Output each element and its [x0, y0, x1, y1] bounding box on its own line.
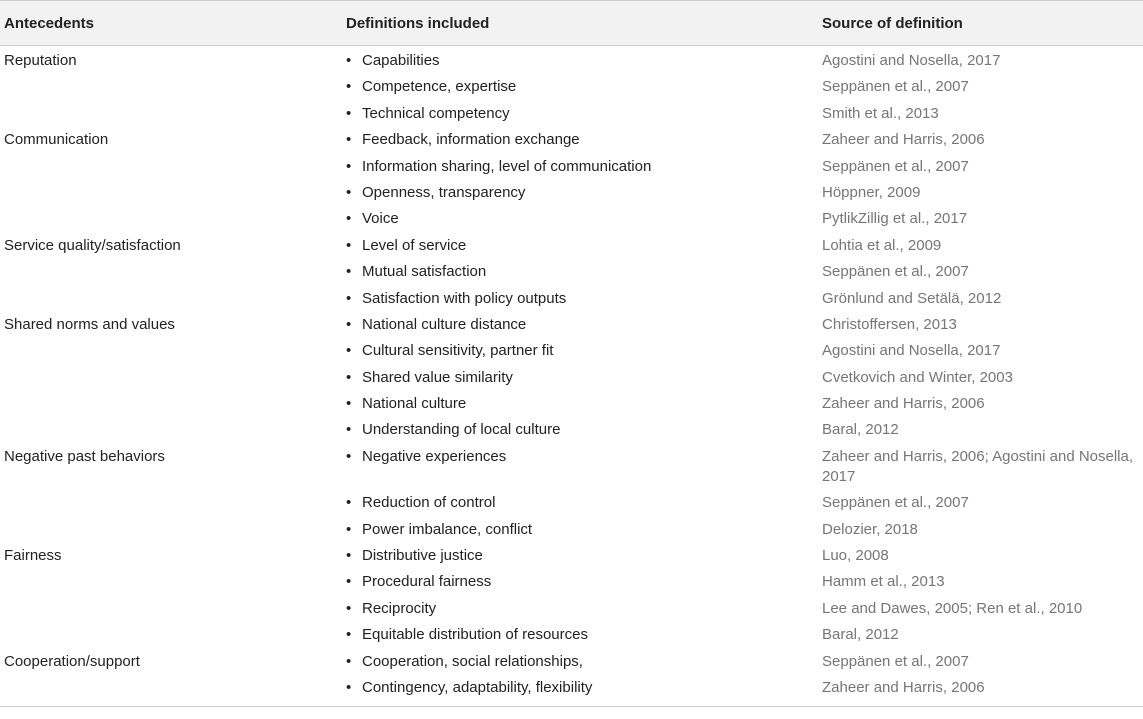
- antecedent-cell: [0, 568, 342, 594]
- antecedent-cell: [0, 595, 342, 621]
- definition-text: Equitable distribution of resources: [362, 626, 588, 644]
- definition-cell: [342, 416, 818, 442]
- table-row: [0, 443, 1143, 489]
- antecedent-cell: [0, 364, 342, 390]
- bullet-icon: •: [346, 520, 352, 538]
- definition-text: Technical competency: [362, 104, 510, 122]
- definition-cell: [342, 285, 818, 311]
- definition-cell: [342, 542, 818, 568]
- definition-text: Voice: [362, 210, 399, 228]
- table-row: [0, 311, 1143, 337]
- definition-cell: [342, 205, 818, 231]
- source-cell: Zaheer and Harris, 2006: [822, 395, 985, 413]
- definition-text: Reciprocity: [362, 599, 437, 617]
- header-source: Source of definition: [818, 1, 1143, 46]
- definition-cell: [342, 258, 818, 284]
- table-bottom-rule: [0, 706, 1143, 707]
- definition-text: Negative experiences: [362, 447, 507, 465]
- definition-cell: [342, 516, 818, 542]
- antecedent-cell: Fairness: [4, 547, 62, 565]
- bullet-icon: •: [346, 573, 352, 591]
- bullet-icon: •: [346, 678, 352, 696]
- source-cell: PytlikZillig et al., 2017: [822, 210, 968, 228]
- table-row: [0, 179, 1143, 205]
- source-cell: Lee and Dawes, 2005; Ren et al., 2010: [822, 599, 1083, 617]
- definition-cell: [342, 364, 818, 390]
- antecedent-cell: [0, 621, 342, 647]
- bullet-icon: •: [346, 263, 352, 281]
- antecedent-cell: Cooperation/support: [4, 652, 140, 670]
- source-cell: Zaheer and Harris, 2006: [822, 678, 985, 696]
- bullet-icon: •: [346, 342, 352, 360]
- definition-cell: [342, 126, 818, 152]
- source-cell: Baral, 2012: [822, 421, 899, 439]
- definition-cell: [342, 595, 818, 621]
- bullet-icon: •: [346, 494, 352, 512]
- table-row: [0, 390, 1143, 416]
- table-row: [0, 73, 1143, 99]
- source-cell: Christoffersen, 2013: [822, 315, 957, 333]
- definition-cell: [342, 648, 818, 674]
- table-row: [0, 621, 1143, 647]
- source-cell: Höppner, 2009: [822, 183, 921, 201]
- table-row: [0, 232, 1143, 258]
- bullet-icon: •: [346, 395, 352, 413]
- antecedent-cell: [0, 285, 342, 311]
- source-cell: Delozier, 2018: [822, 520, 918, 538]
- bullet-icon: •: [346, 421, 352, 439]
- table-row: [0, 126, 1143, 152]
- table-row: [0, 674, 1143, 706]
- antecedent-cell: Reputation: [4, 52, 77, 69]
- table-row: [0, 364, 1143, 390]
- antecedent-cell: [0, 674, 342, 706]
- source-cell: Zaheer and Harris, 2006; Agostini and Nosella, 2017: [822, 447, 1134, 485]
- definition-cell: [342, 621, 818, 647]
- bullet-icon: •: [346, 52, 352, 69]
- definition-cell: [342, 46, 818, 74]
- definition-cell: [342, 489, 818, 515]
- table-header: [0, 1, 1143, 46]
- bullet-icon: •: [346, 447, 352, 465]
- source-cell: Hamm et al., 2013: [822, 573, 945, 591]
- source-cell: Zaheer and Harris, 2006: [822, 131, 985, 149]
- definition-text: Capabilities: [362, 52, 440, 69]
- definition-text: Reduction of control: [362, 494, 496, 512]
- definition-cell: [342, 337, 818, 363]
- antecedent-cell: [0, 516, 342, 542]
- antecedent-cell: [0, 153, 342, 179]
- bullet-icon: •: [346, 652, 352, 670]
- definition-text: Shared value similarity: [362, 368, 513, 386]
- bullet-icon: •: [346, 210, 352, 228]
- antecedent-cell: [0, 390, 342, 416]
- antecedent-cell: [0, 489, 342, 515]
- definition-cell: [342, 390, 818, 416]
- source-cell: Smith et al., 2013: [822, 104, 939, 122]
- table-row: [0, 648, 1143, 674]
- antecedent-cell: [0, 73, 342, 99]
- table-row: [0, 285, 1143, 311]
- table-row: [0, 100, 1143, 126]
- source-cell: Seppänen et al., 2007: [822, 263, 969, 281]
- bullet-icon: •: [346, 289, 352, 307]
- source-cell: Seppänen et al., 2007: [822, 652, 969, 670]
- bullet-icon: •: [346, 236, 352, 254]
- bullet-icon: •: [346, 626, 352, 644]
- source-cell: Agostini and Nosella, 2017: [822, 342, 1001, 360]
- table-body: [0, 46, 1143, 706]
- definition-text: National culture distance: [362, 315, 527, 333]
- definition-cell: [342, 73, 818, 99]
- definition-text: Cultural sensitivity, partner fit: [362, 342, 554, 360]
- source-cell: Baral, 2012: [822, 626, 899, 644]
- antecedent-cell: [0, 205, 342, 231]
- definition-text: Information sharing, level of communication: [362, 157, 652, 175]
- table-row: [0, 516, 1143, 542]
- source-cell: Seppänen et al., 2007: [822, 78, 969, 96]
- definition-text: Contingency, adaptability, flexibility: [362, 678, 593, 696]
- definition-cell: [342, 153, 818, 179]
- source-cell: Cvetkovich and Winter, 2003: [822, 368, 1013, 386]
- table-row: [0, 337, 1143, 363]
- bullet-icon: •: [346, 157, 352, 175]
- definition-text: Distributive justice: [362, 547, 483, 565]
- bullet-icon: •: [346, 183, 352, 201]
- antecedent-cell: [0, 258, 342, 284]
- table-row: [0, 205, 1143, 231]
- source-cell: Grönlund and Setälä, 2012: [822, 289, 1002, 307]
- antecedent-cell: [0, 179, 342, 205]
- definition-cell: [342, 568, 818, 594]
- definition-text: Level of service: [362, 236, 467, 254]
- definition-text: Competence, expertise: [362, 78, 517, 96]
- definition-text: Satisfaction with policy outputs: [362, 289, 567, 307]
- antecedent-cell: [0, 100, 342, 126]
- bullet-icon: •: [346, 547, 352, 565]
- source-cell: Luo, 2008: [822, 547, 889, 565]
- antecedent-cell: Service quality/satisfaction: [4, 236, 181, 254]
- definition-text: Openness, transparency: [362, 183, 526, 201]
- antecedent-cell: Negative past behaviors: [4, 447, 165, 465]
- bullet-icon: •: [346, 131, 352, 149]
- definition-text: Feedback, information exchange: [362, 131, 580, 149]
- header-row: [0, 1, 1143, 46]
- definition-text: Cooperation, social relationships,: [362, 652, 583, 670]
- antecedent-cell: Shared norms and values: [4, 315, 175, 333]
- table-row: [0, 258, 1143, 284]
- definition-text: Power imbalance, conflict: [362, 520, 533, 538]
- header-definitions: Definitions included: [342, 1, 818, 46]
- antecedent-cell: Communication: [4, 131, 109, 149]
- bullet-icon: •: [346, 104, 352, 122]
- table-row: [0, 568, 1143, 594]
- table-row: [0, 489, 1143, 515]
- bullet-icon: •: [346, 368, 352, 386]
- definition-cell: [342, 443, 818, 489]
- definition-text: Procedural fairness: [362, 573, 492, 591]
- bullet-icon: •: [346, 599, 352, 617]
- definition-text: National culture: [362, 395, 467, 413]
- definition-cell: [342, 100, 818, 126]
- definition-text: Mutual satisfaction: [362, 263, 487, 281]
- source-cell: Seppänen et al., 2007: [822, 157, 969, 175]
- antecedent-cell: [0, 416, 342, 442]
- bullet-icon: •: [346, 315, 352, 333]
- source-cell: Seppänen et al., 2007: [822, 494, 969, 512]
- table-row: [0, 153, 1143, 179]
- source-cell: Lohtia et al., 2009: [822, 236, 942, 254]
- table-row: [0, 46, 1143, 74]
- antecedent-cell: [0, 337, 342, 363]
- bullet-icon: •: [346, 78, 352, 96]
- table-row: [0, 416, 1143, 442]
- definition-cell: [342, 232, 818, 258]
- definition-cell: [342, 674, 818, 706]
- table-row: [0, 595, 1143, 621]
- definition-cell: [342, 179, 818, 205]
- definition-cell: [342, 311, 818, 337]
- header-antecedents: Antecedents: [0, 1, 342, 46]
- table-row: [0, 542, 1143, 568]
- definition-text: Understanding of local culture: [362, 421, 561, 439]
- source-cell: Agostini and Nosella, 2017: [822, 52, 1001, 69]
